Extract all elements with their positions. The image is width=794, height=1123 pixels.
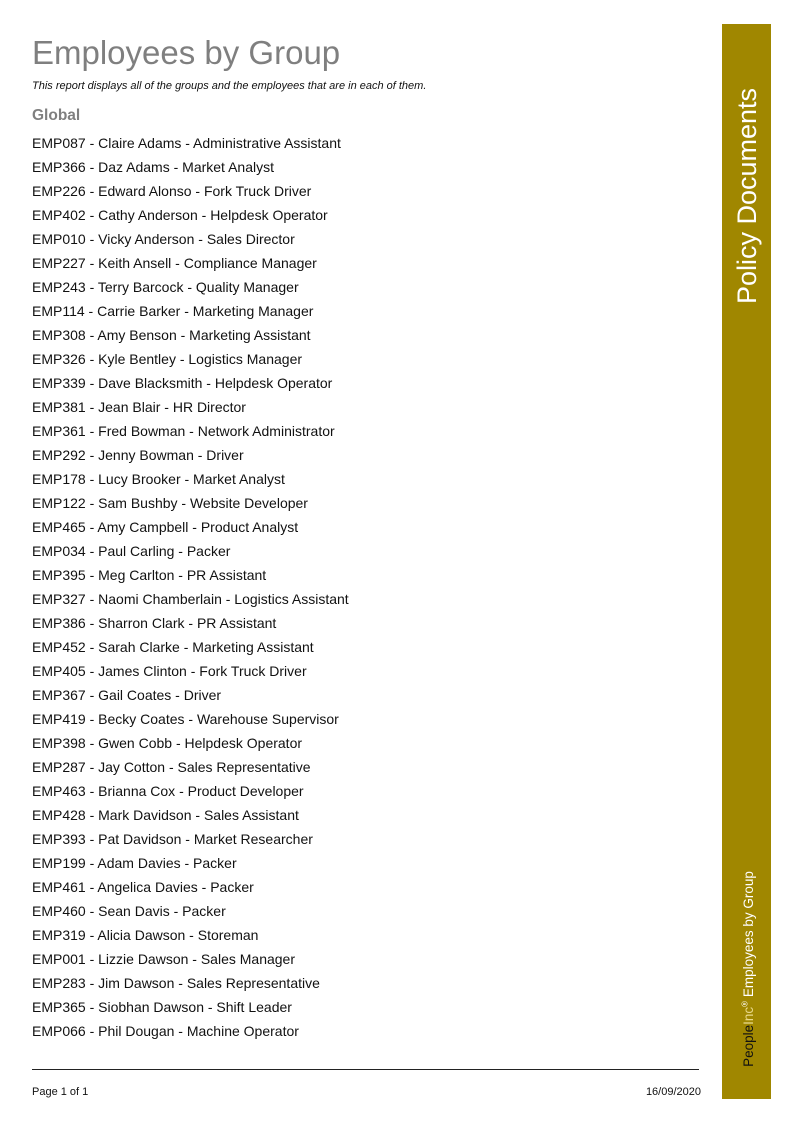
- sidebar-band: [722, 24, 771, 1099]
- employee-item: EMP460 - Sean Davis - Packer: [32, 903, 226, 919]
- employee-item: EMP292 - Jenny Bowman - Driver: [32, 447, 244, 463]
- employee-item: EMP463 - Brianna Cox - Product Developer: [32, 783, 304, 799]
- employee-item: EMP199 - Adam Davies - Packer: [32, 855, 237, 871]
- employee-item: EMP243 - Terry Barcock - Quality Manager: [32, 279, 299, 295]
- employee-item: EMP402 - Cathy Anderson - Helpdesk Operator: [32, 207, 328, 223]
- employee-item: EMP326 - Kyle Bentley - Logistics Manager: [32, 351, 303, 367]
- employee-item: EMP366 - Daz Adams - Market Analyst: [32, 159, 274, 175]
- employee-item: EMP287 - Jay Cotton - Sales Representative: [32, 759, 311, 775]
- employee-item: EMP308 - Amy Benson - Marketing Assistant: [32, 327, 311, 343]
- brand-people: People: [740, 1024, 756, 1067]
- employee-item: EMP339 - Dave Blacksmith - Helpdesk Operator: [32, 375, 333, 391]
- employee-item: EMP419 - Becky Coates - Warehouse Supervisor: [32, 711, 339, 727]
- report-title: Employees by Group: [32, 34, 341, 71]
- employee-item: EMP465 - Amy Campbell - Product Analyst: [32, 519, 299, 535]
- employee-item: EMP398 - Gwen Cobb - Helpdesk Operator: [32, 735, 303, 751]
- employee-item: EMP010 - Vicky Anderson - Sales Director: [32, 231, 295, 247]
- employee-item: EMP319 - Alicia Dawson - Storeman: [32, 927, 259, 943]
- employee-item: EMP226 - Edward Alonso - Fork Truck Driver: [32, 183, 312, 199]
- employee-item: EMP395 - Meg Carlton - PR Assistant: [32, 567, 267, 583]
- brand-registered-mark: ®: [739, 1000, 749, 1007]
- sidebar-title: Policy Documents: [731, 87, 762, 305]
- employee-item: EMP066 - Phil Dougan - Machine Operator: [32, 1023, 299, 1039]
- employee-item: EMP367 - Gail Coates - Driver: [32, 687, 222, 703]
- employee-item: EMP227 - Keith Ansell - Compliance Manager: [32, 255, 317, 271]
- employee-item: EMP393 - Pat Davidson - Market Researcher: [32, 831, 313, 847]
- employee-item: EMP405 - James Clinton - Fork Truck Driver: [32, 663, 307, 679]
- employee-item: EMP122 - Sam Bushby - Website Developer: [32, 495, 308, 511]
- report-date: 16/09/2020: [645, 1086, 701, 1098]
- employee-item: EMP178 - Lucy Brooker - Market Analyst: [32, 471, 285, 487]
- brand-inc: Inc: [740, 1006, 756, 1025]
- page-number: Page 1 of 1: [32, 1086, 89, 1098]
- employee-item: EMP365 - Siobhan Dawson - Shift Leader: [32, 999, 292, 1015]
- employee-item: EMP428 - Mark Davidson - Sales Assistant: [32, 807, 299, 823]
- sidebar-report-name: Employees by Group: [740, 871, 756, 998]
- employee-item: EMP452 - Sarah Clarke - Marketing Assistant: [32, 639, 314, 655]
- employee-item: EMP386 - Sharron Clark - PR Assistant: [32, 615, 277, 631]
- employee-item: EMP283 - Jim Dawson - Sales Representative: [32, 975, 320, 991]
- report-subtitle: This report displays all of the groups and the employees that are in each of them.: [32, 80, 427, 92]
- footer-divider: [32, 1069, 699, 1070]
- group-heading: Global: [32, 107, 81, 124]
- employee-item: EMP001 - Lizzie Dawson - Sales Manager: [32, 951, 296, 967]
- employee-item: EMP034 - Paul Carling - Packer: [32, 543, 231, 559]
- employee-item: EMP361 - Fred Bowman - Network Administrator: [32, 423, 335, 439]
- sidebar-brand: [736, 871, 758, 1067]
- employee-item: EMP461 - Angelica Davies - Packer: [32, 879, 254, 895]
- employee-list: [32, 132, 349, 1044]
- employee-item: EMP327 - Naomi Chamberlain - Logistics Assistant: [32, 591, 349, 607]
- employee-item: EMP114 - Carrie Barker - Marketing Manager: [32, 303, 314, 319]
- employee-item: EMP381 - Jean Blair - HR Director: [32, 399, 246, 415]
- employee-item: EMP087 - Claire Adams - Administrative Assistant: [32, 135, 341, 151]
